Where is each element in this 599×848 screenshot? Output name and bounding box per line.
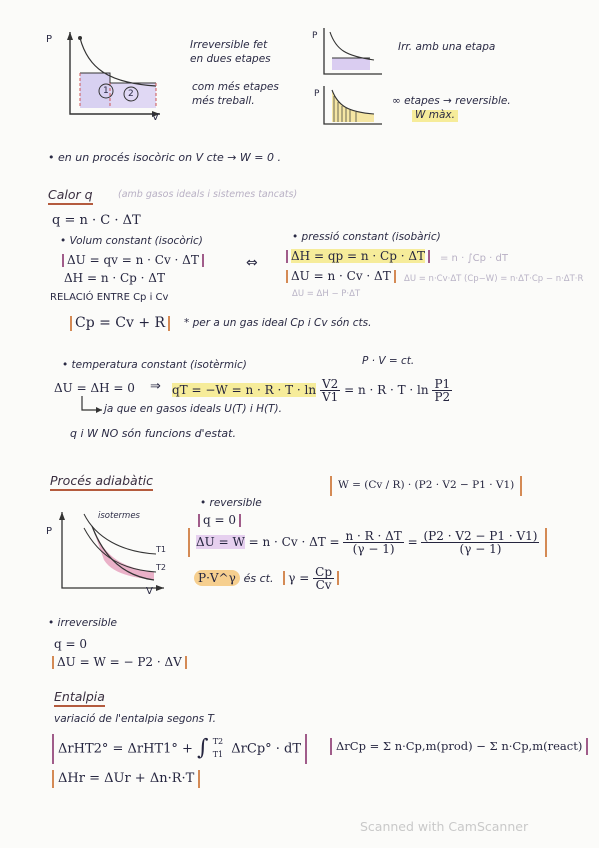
isothermal-q: qT = −W = n · R · T · ln <box>172 383 317 397</box>
adiabatic-graph-p: P <box>46 526 53 537</box>
not-state-functions: q i W NO són funcions d'estat. <box>70 427 236 440</box>
isotherms-label: isotermes <box>98 511 140 521</box>
v2-numerator: V2 <box>321 377 339 391</box>
t1-label: T1 <box>156 545 166 554</box>
p1-numerator: P1 <box>434 377 451 391</box>
one-step-pv-graph <box>310 24 390 84</box>
heat-faded-note: (amb gasos ideals i sistemes tancats) <box>118 189 298 200</box>
irrev-two-steps-line2: en dues etapes <box>190 53 271 65</box>
heat-formula: q = n · C · ΔT <box>52 213 141 228</box>
heat-section-title: Calor q <box>48 188 93 205</box>
frac1-numerator: n · R · ΔT <box>345 529 402 543</box>
isobaric-eq1-text: ΔH = qp = n · Cp · ΔT <box>291 249 426 263</box>
adiabatic-eq-equals: = <box>407 535 418 549</box>
graph1-v-label: V <box>152 112 159 123</box>
isothermal-lhs: ΔU = ΔH = 0 <box>54 381 135 395</box>
graph1-p-label: P <box>46 34 53 45</box>
infinite-steps-pv-graph <box>312 84 392 132</box>
irreversible-q0: q = 0 <box>54 637 87 651</box>
kirchhoff-rhs: ΔrCp° · dT <box>231 741 302 757</box>
implies-arrow: ⇒ <box>150 379 161 394</box>
isothermal-volume-ratio <box>320 378 340 403</box>
pv-gamma: P·V^γ <box>194 570 240 586</box>
integral-bounds <box>213 736 223 762</box>
frac2-numerator: (P2 · V2 − P1 · V1) <box>423 529 538 543</box>
kirchhoff-eq <box>52 734 307 764</box>
isobaric-eq2: ΔU = n · Cv · ΔT <box>286 270 396 283</box>
gamma-def <box>283 565 339 592</box>
isochoric-label: • Volum constant (isocòric) <box>60 236 203 248</box>
more-steps-line2: més treball. <box>192 95 255 107</box>
integral-upper: T2 <box>212 737 224 746</box>
isobaric-eq1 <box>286 250 430 263</box>
reversible-label: • reversible <box>200 498 262 510</box>
frac1-denominator: (γ − 1) <box>352 542 395 556</box>
adiabatic-main-eq <box>188 528 547 557</box>
adiabatic-work-box: W = (Cv / R) · (P2 · V2 − P1 · V1) <box>330 476 522 496</box>
integral-lower: T1 <box>212 749 224 759</box>
adiabatic-section-title: Procés adiabàtic <box>50 474 153 491</box>
isobaric-label: • pressió constant (isobàric) <box>292 232 441 244</box>
isobaric-eq3-faded: ΔU = ΔH − P·ΔT <box>292 289 361 299</box>
isothermal-pressure-ratio <box>432 378 452 403</box>
relation-eq: Cp = Cv + R <box>70 316 170 331</box>
equiv-symbol: ⇔ <box>246 255 258 271</box>
adiabatic-du-w: ΔU = W <box>196 535 245 549</box>
enthalpy-intro: variació de l'entalpia segons T. <box>54 713 216 725</box>
irrev-two-steps-line1: Irreversible fet <box>190 39 268 51</box>
w-max-label: W màx. <box>412 110 458 122</box>
isobaric-eq2-tail: ΔU = n·Cv·ΔT (Cp−W) = n·ΔT·Cp − n·ΔT·R <box>404 274 584 284</box>
delta-h-eq: ΔHr = ΔUr + Δn·R·T <box>52 770 200 788</box>
p2-denominator: P2 <box>434 390 451 404</box>
gamma-denominator: Cv <box>315 578 332 592</box>
gamma-fraction <box>313 566 334 591</box>
isochoric-eq1: ΔU = qv = n · Cv · ΔT <box>62 254 204 267</box>
frac2-denominator: (γ − 1) <box>459 542 502 556</box>
irreversible-label: • irreversible <box>48 618 117 630</box>
scanner-watermark: Scanned with CamScanner <box>360 819 529 834</box>
gamma-numerator: Cp <box>315 565 333 579</box>
isothermal-mid: = n · R · T · ln <box>344 383 429 397</box>
more-steps-line1: com més etapes <box>192 81 279 93</box>
irreversible-eq: ΔU = W = − P2 · ΔV <box>52 656 187 669</box>
isochoric-eq2: ΔH = n · Cp · ΔT <box>64 271 165 285</box>
isothermal-label: • temperatura constant (isotèrmic) <box>62 360 247 372</box>
isochoric-line: • en un procés isocòric on V cte → W = 0 . <box>48 152 281 164</box>
graph1-step2-label: 2 <box>128 89 134 99</box>
graph1-step1-label: 1 <box>103 86 109 96</box>
adiabatic-graph-v: V <box>146 586 153 597</box>
relation-note: * per a un gas ideal Cp i Cv són cts. <box>184 317 372 329</box>
kirchhoff-lhs: ΔrHT2° = ΔrHT1° + <box>58 741 193 757</box>
adiabatic-eq-mid: = n · Cv · ΔT = <box>248 535 340 549</box>
pv-constant: P · V = ct. <box>362 355 415 367</box>
gamma-symbol: γ = <box>288 571 310 585</box>
t2-label: T2 <box>156 563 166 572</box>
enthalpy-section-title: Entalpia <box>54 690 105 707</box>
isothermal-note: ja que en gasos ideals U(T) i H(T). <box>104 403 282 415</box>
integral-sign: ∫ <box>197 735 209 761</box>
poisson-line <box>194 566 339 591</box>
delta-cp-eq: ΔrCp = Σ n·Cp,m(prod) − Σ n·Cp,m(react) <box>330 738 588 755</box>
isothermal-eq <box>172 378 452 403</box>
adiabatic-frac1 <box>343 530 403 555</box>
graph3-p-label: P <box>314 89 320 99</box>
relation-title: RELACIÓ ENTRE Cp i Cv <box>50 292 169 303</box>
infinite-steps-label: ∞ etapes → reversible. <box>392 95 511 107</box>
adiabatic-pv-graph <box>44 508 174 598</box>
adiabatic-q0: q = 0 <box>198 514 241 527</box>
irr-one-step-label: Irr. amb una etapa <box>398 41 496 53</box>
note-hook-arrow <box>76 394 106 418</box>
graph2-p-label: P <box>312 31 318 41</box>
v1-denominator: V1 <box>321 390 339 404</box>
pv-gamma-tail: és ct. <box>243 572 274 585</box>
isobaric-eq1-tail: = n · ∫Cp · dT <box>440 253 508 264</box>
adiabatic-frac2 <box>421 530 539 555</box>
